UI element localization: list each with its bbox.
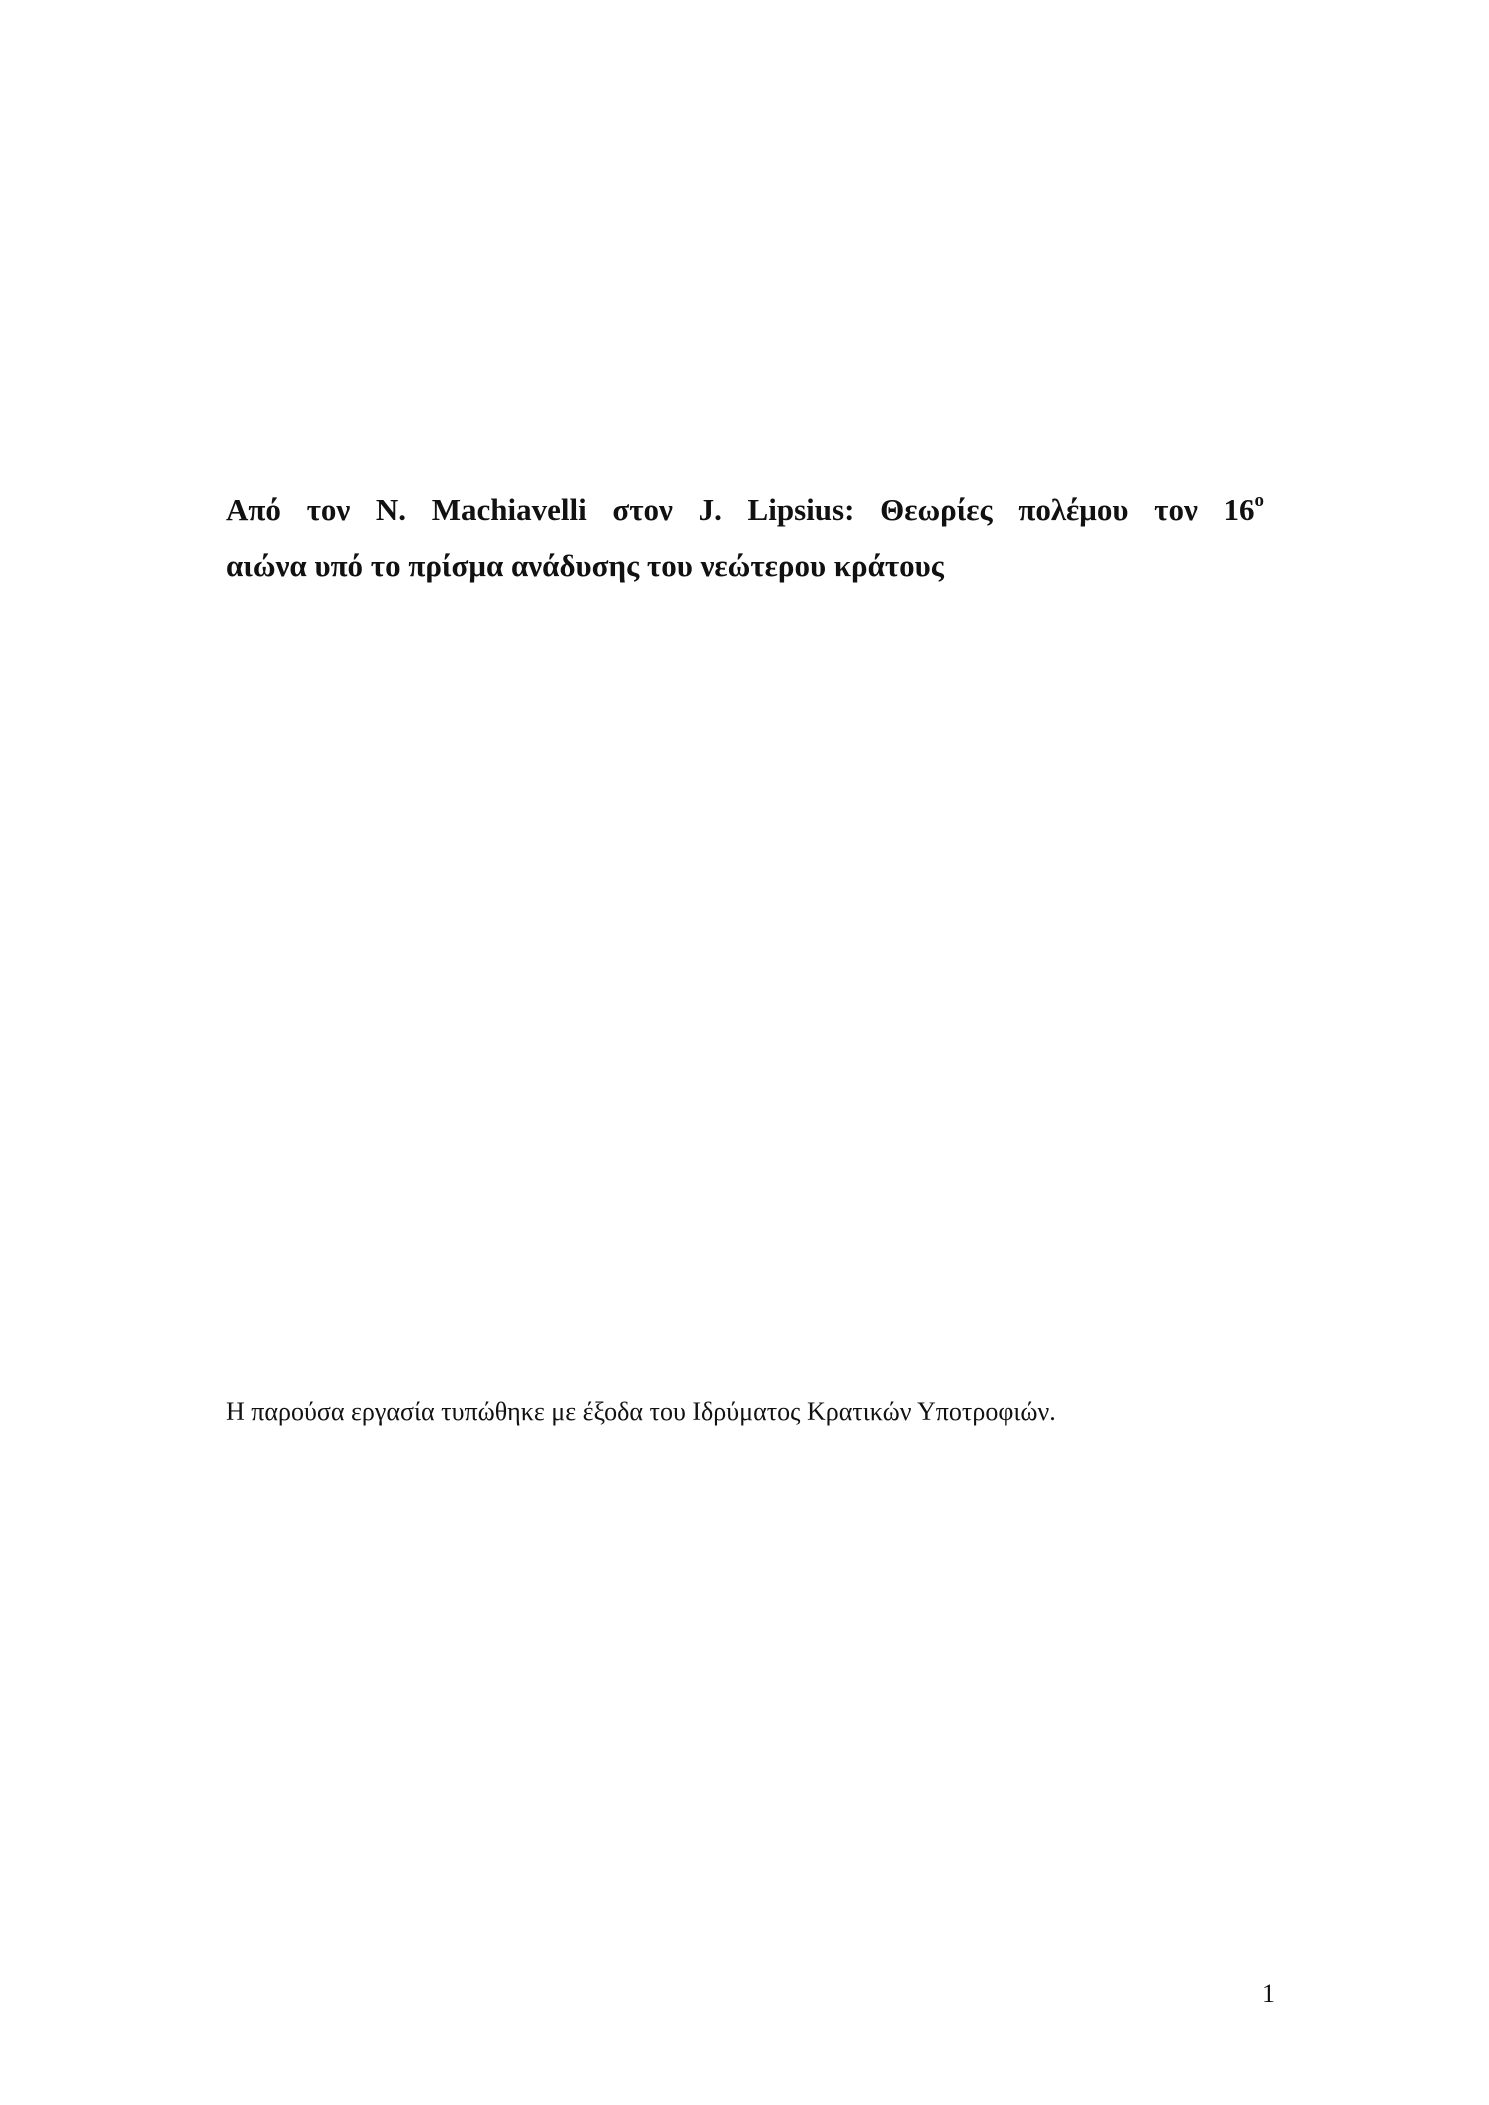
funding-note: Η παρούσα εργασία τυπώθηκε με έξοδα του Ιδρύματος Κρατικών Υποτροφιών. xyxy=(226,1397,1056,1426)
title-line-2: αιώνα υπό το πρίσμα ανάδυσης του νεώτερου κράτους xyxy=(226,548,944,583)
document-title xyxy=(226,482,1264,594)
title-superscript: ο xyxy=(1254,490,1264,511)
title-line-1-text: Από τον N. Machiavelli στον J. Lipsius: Θεωρίες πολέμου τον 16 xyxy=(226,492,1255,527)
page-number: 1 xyxy=(1262,1979,1275,2008)
title-line-1 xyxy=(226,482,1264,538)
